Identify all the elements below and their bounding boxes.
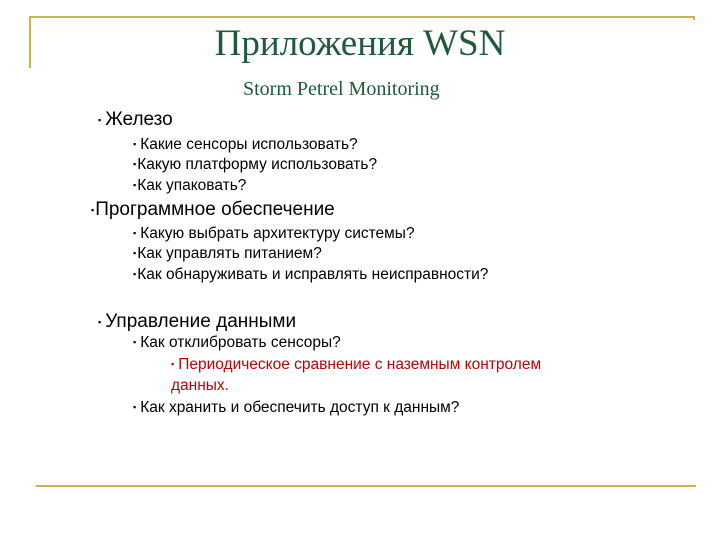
bullet-storage-access: ▪ Как хранить и обеспечить доступ к данным? bbox=[133, 399, 460, 416]
bullet-packaging: ▪Как упаковать? bbox=[133, 177, 247, 194]
bullet-icon: ▪ bbox=[91, 205, 95, 215]
bullet-icon: ▪ bbox=[171, 359, 175, 369]
bullet-architecture: ▪ Какую выбрать архитектуру системы? bbox=[133, 225, 415, 242]
bullet-faults: ▪Как обнаруживать и исправлять неисправности? bbox=[133, 266, 489, 283]
bullet-power: ▪Как управлять питанием? bbox=[133, 245, 322, 262]
decor-line-bottom bbox=[36, 485, 696, 487]
bullet-periodic-comparison-cont: данных. bbox=[171, 377, 229, 394]
decor-line-right bbox=[693, 16, 695, 20]
bullet-software: ▪Программное обеспечение bbox=[91, 199, 335, 220]
bullet-icon: ▪ bbox=[133, 139, 137, 149]
bullet-periodic-comparison: ▪ Периодическое сравнение с наземным контролем bbox=[171, 356, 542, 373]
bullet-icon: ▪ bbox=[133, 269, 137, 279]
bullet-icon: ▪ bbox=[133, 180, 137, 190]
decor-line-top bbox=[29, 16, 695, 18]
bullet-data-management: ▪ Управление данными bbox=[98, 311, 297, 332]
slide-title: Приложения WSN bbox=[214, 23, 506, 64]
bullet-icon: ▪ bbox=[133, 159, 137, 169]
bullet-calibration: ▪ Как отклибровать сенсоры? bbox=[133, 334, 341, 351]
bullet-icon: ▪ bbox=[133, 228, 137, 238]
bullet-hardware: ▪ Железо bbox=[98, 109, 173, 130]
bullet-icon: ▪ bbox=[98, 317, 102, 327]
bullet-platform: ▪Какую платформу использовать? bbox=[133, 156, 378, 173]
bullet-icon: ▪ bbox=[98, 115, 102, 125]
bullet-icon: ▪ bbox=[133, 337, 137, 347]
slide-subtitle: Storm Petrel Monitoring bbox=[243, 78, 440, 100]
bullet-icon: ▪ bbox=[133, 402, 137, 412]
bullet-icon: ▪ bbox=[133, 248, 137, 258]
bullet-sensors: ▪ Какие сенсоры использовать? bbox=[133, 136, 358, 153]
